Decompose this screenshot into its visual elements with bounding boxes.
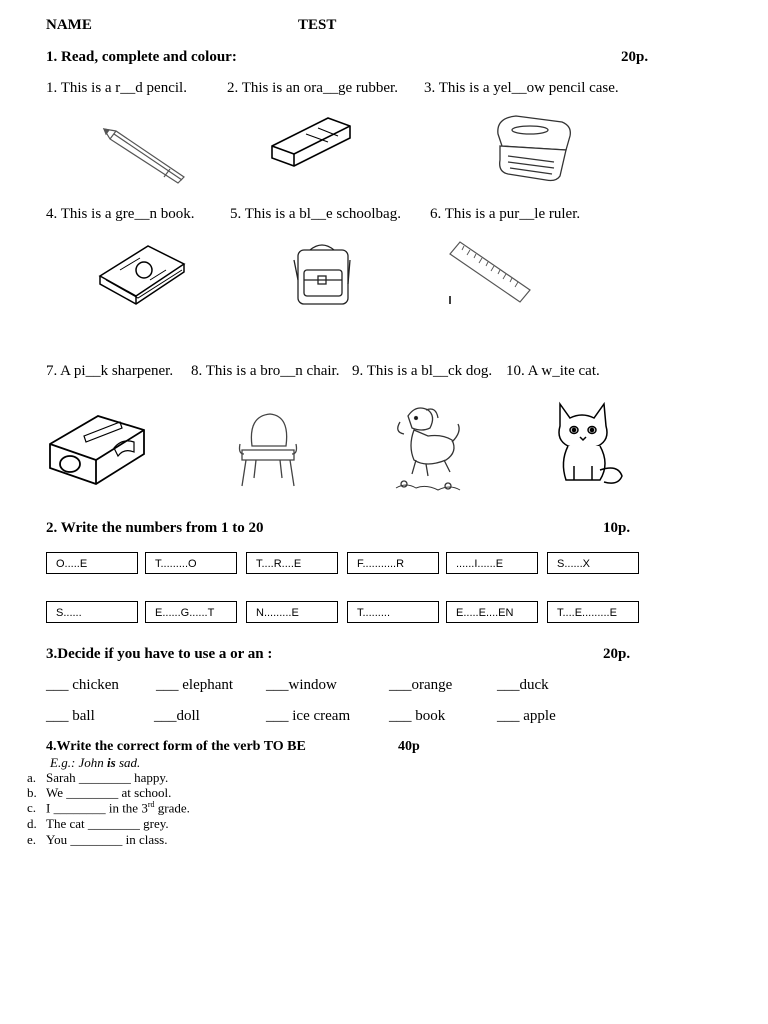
sentence-1: 1. This is a r__d pencil. <box>46 80 187 96</box>
article-item: ___ elephant <box>156 677 234 693</box>
pencil-case-icon <box>490 112 576 184</box>
ruler-icon <box>448 240 532 306</box>
number-box[interactable]: T....R....E <box>246 552 338 574</box>
sentence-2: 2. This is an ora__ge rubber. <box>227 80 398 96</box>
cat-icon <box>552 400 626 488</box>
sentence-8: 8. This is a bro__n chair. <box>191 363 340 379</box>
example-sentence: E.g.: John is sad. <box>50 755 141 770</box>
sentence-5: 5. This is a bl__e schoolbag. <box>230 206 401 222</box>
article-item: ___ book <box>389 708 446 724</box>
test-label: TEST <box>298 17 337 33</box>
number-box[interactable]: T......... <box>347 601 439 623</box>
number-box[interactable]: E......G......T <box>145 601 237 623</box>
sentence-3: 3. This is a yel__ow pencil case. <box>424 80 619 96</box>
number-box[interactable]: T.........O <box>145 552 237 574</box>
sentence-6: 6. This is a pur__le ruler. <box>430 206 581 222</box>
sentence-9: 9. This is a bl__ck dog. <box>352 363 493 379</box>
number-box[interactable]: S......X <box>547 552 639 574</box>
number-box[interactable]: F...........R <box>347 552 439 574</box>
section2-points: 10p. <box>603 520 631 536</box>
article-item: ___ ice cream <box>266 708 351 724</box>
sharpener-icon <box>44 408 148 490</box>
section4-points: 40p <box>398 739 420 754</box>
number-box[interactable]: T....E.........E <box>547 601 639 623</box>
schoolbag-icon <box>290 240 354 308</box>
list-item: d. The cat ________ grey. <box>27 816 169 831</box>
number-box[interactable]: O.....E <box>46 552 138 574</box>
section1-points: 20p. <box>621 49 649 65</box>
article-item: ___ ball <box>46 708 95 724</box>
list-item: c. I ________ in the 3rd grade. <box>27 800 190 816</box>
number-box[interactable]: S...... <box>46 601 138 623</box>
section1-title: 1. Read, complete and colour: <box>46 49 237 65</box>
rubber-icon <box>266 110 354 172</box>
list-item: e. You ________ in class. <box>27 832 168 847</box>
article-item: ___duck <box>497 677 549 693</box>
article-item: ___doll <box>154 708 200 724</box>
section4-title: 4.Write the correct form of the verb TO BE <box>46 739 306 754</box>
chair-icon <box>236 410 300 488</box>
article-item: ___orange <box>389 677 453 693</box>
article-item: ___ apple <box>497 708 556 724</box>
section3-title: 3.Decide if you have to use a or an : <box>46 646 273 662</box>
section2-title: 2. Write the numbers from 1 to 20 <box>46 520 264 536</box>
list-item: a. Sarah ________ happy. <box>27 770 169 785</box>
list-item: b. We ________ at school. <box>27 785 172 800</box>
pencil-icon <box>100 125 188 187</box>
number-box[interactable]: ......I......E <box>446 552 538 574</box>
number-box[interactable]: N.........E <box>246 601 338 623</box>
number-box[interactable]: E.....E....EN <box>446 601 538 623</box>
dog-icon <box>386 402 466 496</box>
book-icon <box>96 240 188 306</box>
sentence-4: 4. This is a gre__n book. <box>46 206 195 222</box>
sentence-7: 7. A pi__k sharpener. <box>46 363 174 379</box>
sentence-10: 10. A w_ite cat. <box>506 363 600 379</box>
article-item: ___ chicken <box>46 677 119 693</box>
section3-points: 20p. <box>603 646 631 662</box>
name-label: NAME <box>46 17 92 33</box>
article-item: ___window <box>266 677 337 693</box>
